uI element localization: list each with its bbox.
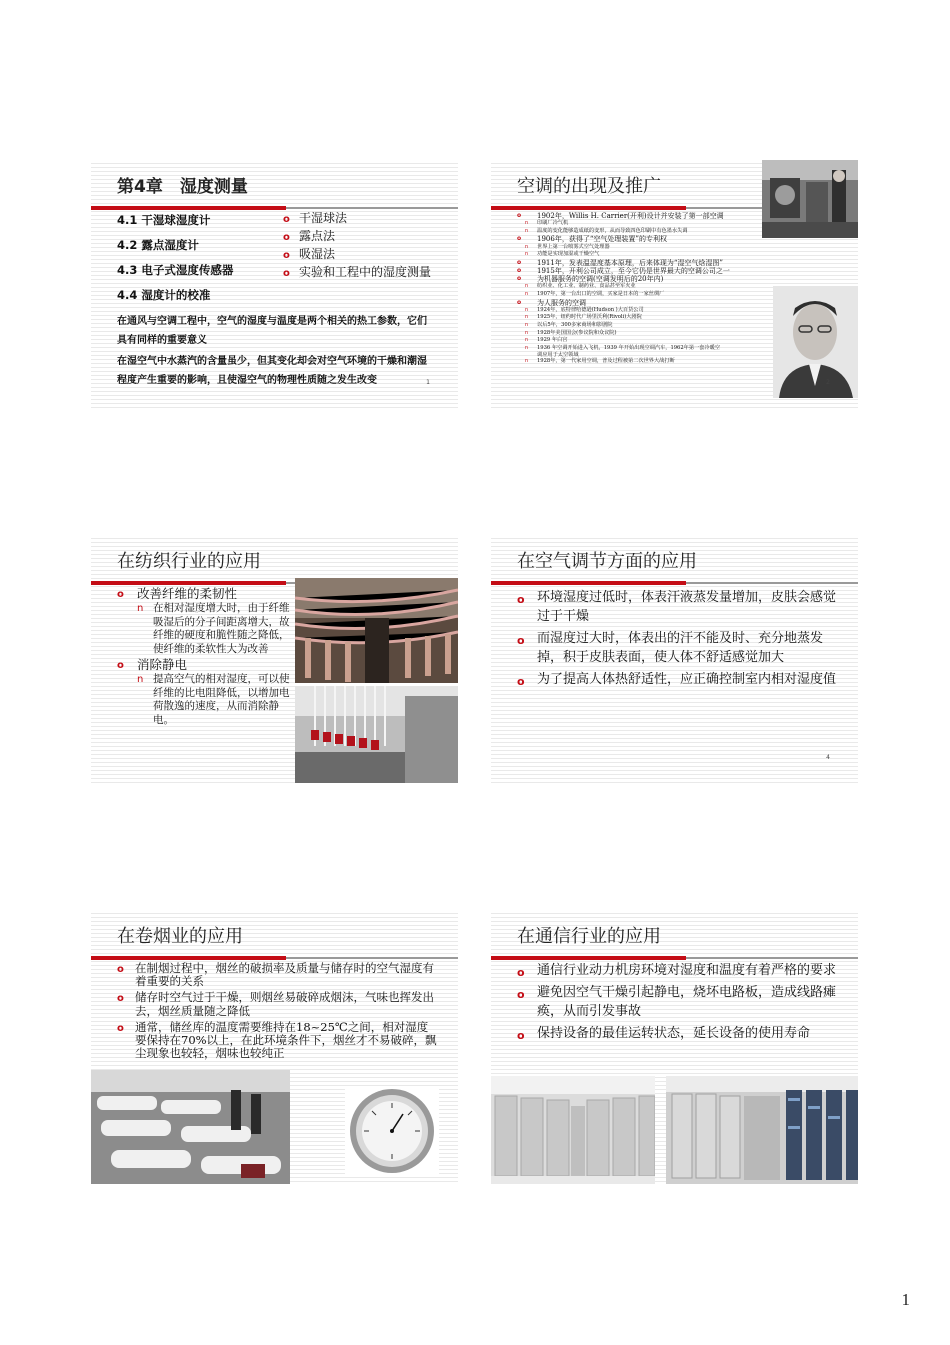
tobacco-factory-photo — [91, 1070, 290, 1184]
slide-3 — [91, 535, 458, 783]
aircon-list — [517, 588, 837, 692]
title-underline-gray — [286, 207, 458, 209]
list-item: o 避免因空气干燥引起静电，烧坏电路板，造成线路瘫痪，从而引发事故 — [517, 985, 837, 1019]
slide-title: 在纺织行业的应用 — [117, 551, 261, 572]
sub-bullet-icon: n — [525, 329, 529, 336]
bullet-icon: o — [283, 250, 290, 261]
list-item: n 1928年美国国会(参议院和众议院) — [525, 329, 617, 336]
title-underline-gray — [286, 957, 458, 959]
title-underline-gray — [686, 582, 858, 584]
method-list — [283, 211, 433, 283]
toc-item: 4.4 湿度计的校准 — [117, 288, 211, 302]
slide-title: 在空气调节方面的应用 — [517, 551, 697, 572]
list-item: n 1928年，第一代家用空调，普及过程被第二次世界大战打断 — [525, 358, 675, 365]
bullet-icon: o — [117, 964, 124, 975]
bullet-icon: o — [283, 232, 290, 243]
slide-2 — [491, 160, 858, 408]
sub-bullet-icon: n — [525, 337, 529, 344]
list-item: n 印刷厂冷气机 — [525, 220, 569, 227]
list-item: o 保持设备的最佳运转状态，延长设备的使用寿命 — [517, 1024, 837, 1043]
list-item: n 温度的变化能够造成纸的变形，从而导致四色印刷中有色墨水失调 — [525, 227, 688, 234]
bullet-icon: o — [517, 235, 522, 243]
list-item: o 露点法 — [283, 229, 336, 243]
list-item: o 通常，储丝库的温度需要维持在18~25℃之间，相对湿度要保持在70%以上，在此环境条件下，烟丝才不易破碎，飘尘现象也较轻，烟味也较纯正 — [117, 1019, 437, 1061]
list-item: o 而湿度过大时，体表出的汗不能及时、充分地蒸发掉，积于皮肤表面，使人体不舒适感觉加大 — [517, 631, 824, 665]
paragraph: 在湿空气中水蒸汽的含量虽少，但其变化却会对空气环境的干燥和潮湿程度产生重要的影响，且使湿空气的物理性质随之发生改变 — [117, 356, 427, 386]
sub-bullet-icon: n — [525, 243, 529, 250]
slide-title: 空调的出现及推广 — [517, 176, 661, 197]
title-underline — [91, 956, 286, 960]
sub-bullet-icon: n — [525, 220, 529, 227]
slide-5 — [91, 910, 458, 1184]
bullet-icon: o — [517, 266, 522, 274]
telecom-list — [517, 961, 837, 1046]
sub-bullet-icon: n — [137, 674, 144, 685]
paragraph: 在通风与空调工程中，空气的湿度与温度是两个相关的热工参数，它们具有同样的重要意义 — [117, 316, 427, 346]
sub-bullet-icon: n — [525, 358, 529, 365]
sub-bullet-icon: n — [137, 603, 144, 614]
title-underline — [491, 956, 686, 960]
list-item: o 通信行业动力机房环境对湿度和温度有着严格的要求 — [517, 961, 837, 980]
slide-4 — [491, 535, 858, 783]
toc-item: 4.1 干湿球湿度计 — [117, 213, 211, 227]
bullet-icon: o — [283, 214, 290, 225]
slide-page-number: 1 — [426, 379, 430, 386]
textile-mill-photo — [295, 578, 458, 683]
list-item: o 1915年，开利公司成立，至今它仍是世界最大的空调公司之一 — [517, 266, 730, 275]
bullet-icon: o — [517, 258, 522, 266]
bullet-icon: o — [283, 268, 290, 279]
list-item: n 纺织业、化工业、制药业、食品甚至军火业 — [525, 283, 636, 290]
bullet-icon: o — [517, 634, 525, 647]
slide-page-number: 4 — [826, 754, 830, 761]
list-item: o 在制烟过程中，烟丝的破损率及质量与储存时的空气湿度有着重要的关系 — [117, 961, 434, 989]
toc-item: 4.3 电子式湿度传感器 — [117, 263, 234, 277]
bullet-icon: o — [117, 1022, 124, 1034]
list-item: n 1907年，第一台出口的空调，买家是日本的一家丝绸厂 — [525, 290, 665, 297]
textile-list — [117, 586, 291, 728]
list-item: o 为了提高人体热舒适性，应正确控制室内相对湿度值 — [517, 670, 837, 689]
sub-bullet-icon: n — [525, 344, 529, 351]
list-item: o 为机器服务的空调(空调发明后的20年内) — [517, 275, 664, 284]
list-item: n 以后5年，300多家商场和影剧院 — [525, 321, 613, 328]
bullet-icon: o — [517, 966, 525, 979]
sub-bullet-icon: n — [525, 251, 529, 258]
slide-1 — [91, 160, 458, 408]
list-item: o 1902年，Willis H. Carrier(开利)设计并安装了第一部空调 — [517, 212, 724, 220]
slide-6 — [491, 910, 858, 1184]
tobacco-list — [117, 962, 437, 1063]
list-item: o 吸湿法 — [283, 247, 336, 261]
title-underline-gray — [686, 957, 858, 959]
list-item-continuation: 调应用于太空领域 — [537, 352, 579, 359]
bullet-icon: o — [517, 275, 522, 283]
page-number: 1 — [901, 1290, 910, 1309]
sub-bullet-icon: n — [525, 290, 529, 297]
bullet-icon: o — [117, 589, 124, 600]
title-underline — [91, 581, 286, 585]
machinery-photo — [762, 160, 858, 238]
sub-bullet-icon: n — [525, 306, 529, 313]
toc-item: 4.2 露点湿度计 — [117, 238, 199, 252]
bullet-icon: o — [517, 1029, 525, 1042]
bullet-icon: o — [117, 993, 124, 1005]
title-underline — [491, 206, 686, 210]
list-item: o 1906年，获得了“空气处理装置”的专利权 — [517, 235, 667, 244]
list-item: o 1911年，发表温湿度基本原理，后来体现为“湿空气焓湿图” — [517, 258, 723, 267]
list-item: n 1925年，纽约时代广场里沃利(Rivoli)大剧院 — [525, 314, 642, 321]
list-item: n 1936 年空调开始进入飞机，1939 年开始出现空调汽车，1962年第一套冷暖空 — [525, 344, 720, 351]
slide-title: 在通信行业的应用 — [517, 926, 661, 947]
slide-title: 第4章 湿度测量 — [117, 177, 248, 197]
bullet-icon: o — [517, 675, 525, 688]
list-item: n 1929 年白宫 — [525, 337, 568, 344]
list-item: o 改善纤维的柔韧性 — [117, 586, 238, 601]
list-item: o 实验和工程中的湿度测量 — [283, 265, 432, 279]
hygrometer-photo — [345, 1086, 439, 1176]
list-item: n 提高空气的相对湿度，可以使纤维的比电阻降低，以增加电荷散逸的速度，从而消除静电。 — [137, 673, 290, 726]
list-item: n 世界上第一台喷雾式空气处理器 — [525, 243, 610, 250]
sub-bullet-icon: n — [525, 314, 529, 321]
list-item: o 环境湿度过低时，体表汗液蒸发量增加，皮肤会感觉过于干燥 — [517, 590, 837, 624]
bullet-icon: o — [117, 660, 124, 671]
sub-bullet-icon: n — [525, 227, 529, 234]
history-list — [517, 212, 767, 366]
list-item: n 功能是实现加湿或干燥空气 — [525, 251, 600, 258]
chapter-toc — [117, 210, 233, 310]
list-item: o 为人服务的空调 — [517, 298, 586, 307]
title-underline — [491, 581, 686, 585]
list-item: n 1924年，底特律哈德逊(Hudson )大百货公司 — [525, 306, 644, 313]
server-room-photo — [491, 1076, 655, 1184]
slide-page-number: 2 — [826, 379, 830, 386]
bullet-icon: o — [517, 593, 525, 606]
bullet-icon: o — [517, 988, 525, 1001]
list-item: o 干湿球法 — [283, 211, 348, 225]
sub-bullet-icon: n — [525, 283, 529, 290]
slide-title: 在卷烟业的应用 — [117, 926, 243, 947]
list-item: n 在相对湿度增大时，由于纤维吸湿后的分子间距离增大，故纤维的硬度和脆性随之降低，使纤维的柔软性大为改善 — [137, 602, 290, 655]
bullet-icon: o — [517, 298, 522, 306]
list-item: o 储存时空气过于干燥，则烟丝易破碎成烟沫，气味也挥发出去，烟丝质量随之降低 — [117, 990, 434, 1018]
list-item: o 消除静电 — [117, 657, 188, 672]
equipment-rack-photo — [666, 1076, 858, 1184]
sub-bullet-icon: n — [525, 321, 529, 328]
spinning-machine-photo — [295, 686, 458, 783]
bullet-icon: o — [517, 212, 522, 219]
carrier-portrait-photo — [773, 286, 858, 398]
